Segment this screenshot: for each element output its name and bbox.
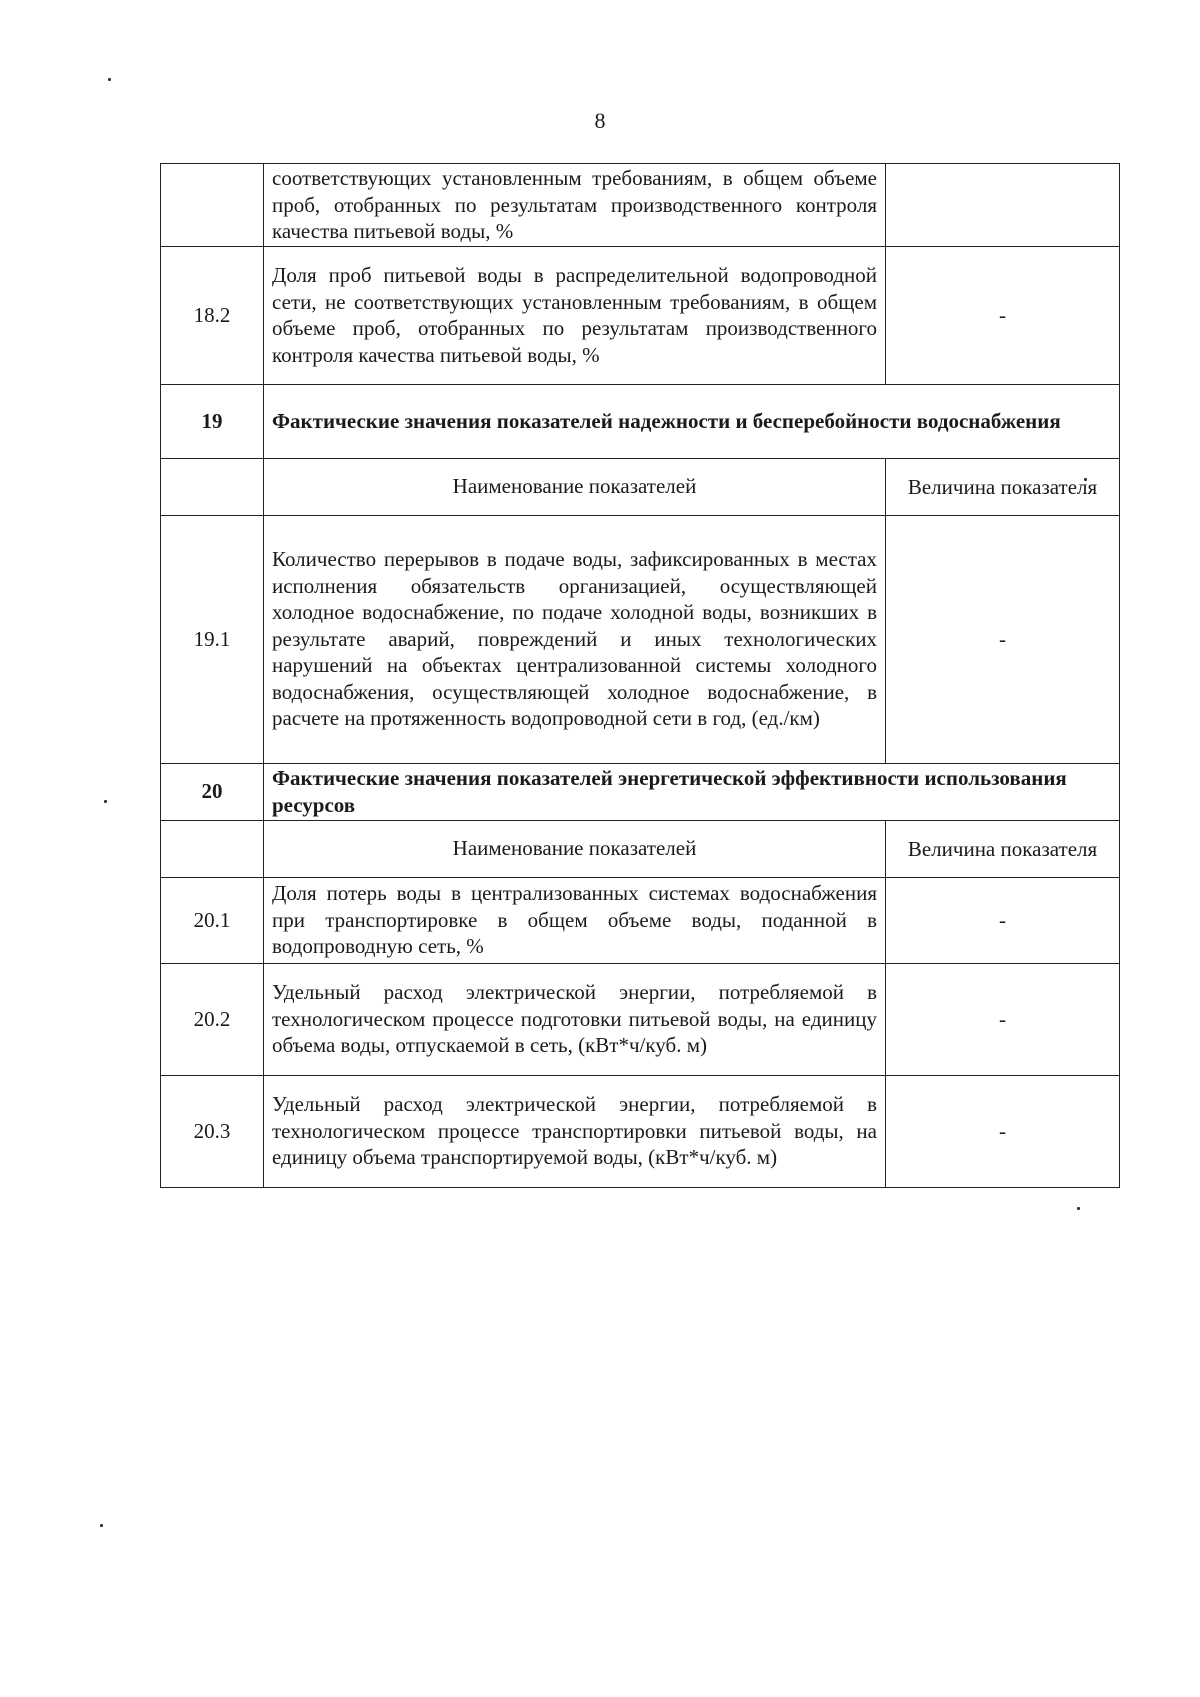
indicator-value: -	[886, 877, 1120, 963]
indicator-text: Удельный расход электрической энергии, потребляемой в технологическом процессе транспортировки питьевой воды, на единицу объема транспортируемой воды, (кВт*ч/куб. м)	[264, 1075, 886, 1187]
table-row	[161, 877, 1120, 963]
section-row	[161, 763, 1120, 820]
table-row	[161, 1075, 1120, 1187]
header-empty-cell	[161, 820, 264, 877]
scan-speck	[104, 800, 107, 803]
table-row	[161, 164, 1120, 247]
indicator-value: -	[886, 246, 1120, 384]
row-number: 20.1	[161, 877, 264, 963]
indicator-value: -	[886, 1075, 1120, 1187]
column-header-row	[161, 458, 1120, 515]
indicator-text: Доля проб питьевой воды в распределительной водопроводной сети, не соответствующих установленным требованиям, в общем объеме проб, отобранных по результатам производственного контроля качества питьевой воды, %	[264, 246, 886, 384]
section-row	[161, 384, 1120, 458]
section-number: 20	[161, 763, 264, 820]
indicator-value: -	[886, 515, 1120, 763]
table-row	[161, 515, 1120, 763]
row-number: 20.2	[161, 963, 264, 1075]
indicator-value	[886, 164, 1120, 247]
row-number	[161, 164, 264, 247]
section-title: Фактические значения показателей надежности и бесперебойности водоснабжения	[264, 384, 1120, 458]
table-row	[161, 963, 1120, 1075]
column-header-row	[161, 820, 1120, 877]
header-name: Наименование показателей	[264, 458, 886, 515]
section-number: 19	[161, 384, 264, 458]
indicator-value: -	[886, 963, 1120, 1075]
scan-speck	[108, 78, 111, 81]
header-empty-cell	[161, 458, 264, 515]
row-number: 19.1	[161, 515, 264, 763]
section-title: Фактические значения показателей энергетической эффективности использования ресурсов	[264, 763, 1120, 820]
indicator-text: Удельный расход электрической энергии, потребляемой в технологическом процессе подготовки питьевой воды, на единицу объема воды, отпускаемой в сеть, (кВт*ч/куб. м)	[264, 963, 886, 1075]
header-name: Наименование показателей	[264, 820, 886, 877]
table-row	[161, 246, 1120, 384]
indicator-text: Количество перерывов в подаче воды, зафиксированных в местах исполнения обязательств организацией, осуществляющей холодное водоснабжение, по подаче холодной воды, возникших в результате аварий, повреждений и иных технологических нарушений на объектах централизованной системы холодного водоснабжения, осуществляющей холодное водоснабжение, в расчете на протяженность водопроводной сети в год, (ед./км)	[264, 515, 886, 763]
scan-speck	[100, 1524, 103, 1527]
row-number: 18.2	[161, 246, 264, 384]
scan-speck	[1077, 1207, 1080, 1210]
page-number: 8	[594, 108, 606, 133]
row-number: 20.3	[161, 1075, 264, 1187]
header-value: Величина показателя	[886, 820, 1120, 877]
header-value: Величина показателя	[886, 458, 1120, 515]
indicator-text: Доля потерь воды в централизованных системах водоснабжения при транспортировке в общем объеме воды, поданной в водопроводную сеть, %	[264, 877, 886, 963]
indicators-table	[160, 163, 1120, 1188]
indicator-text: соответствующих установленным требованиям, в общем объеме проб, отобранных по результатам производственного контроля качества питьевой воды, %	[264, 164, 886, 247]
